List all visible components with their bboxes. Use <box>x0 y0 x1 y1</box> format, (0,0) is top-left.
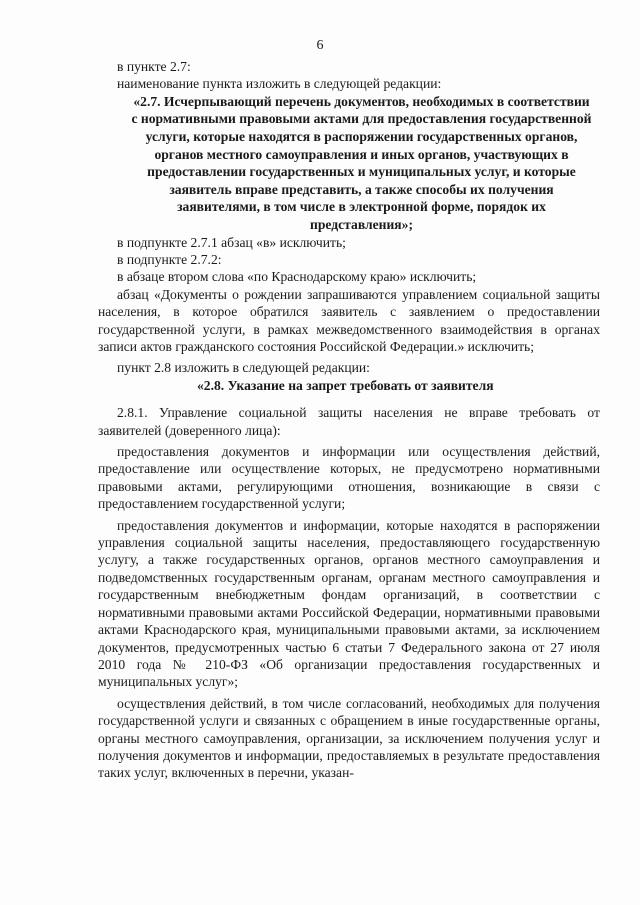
paragraph-281-b: предоставления документов и информации, которые находятся в распоряжении управления социальной защиты населения, предоставляющего государственную услугу, а также государственных органов, органов местного самоуправления и подведомственных государственным органам, органам местного самоуправления и государственным внебюджетным фондам организаций, в соответствии с нормативными правовыми актами Российской Федерации, нормативными правовыми актами Краснодарского края, муниципальными правовыми актами, за исключением документов, предусмотренных частью 6 статьи 7 Федерального закона от 27 июля 2010 года № 210-ФЗ «Об организации предоставления государственных и муниципальных услуг»; <box>98 517 600 690</box>
page-number: 6 <box>316 38 324 53</box>
paragraph-281: 2.8.1. Управление социальной защиты населения не вправе требовать от заявителей (доверенного лица): <box>98 405 600 438</box>
heading-section-28: «2.8. Указание на запрет требовать от заявителя <box>197 377 494 393</box>
paragraph-section-27-intro: в пункте 2.7: <box>117 59 191 74</box>
heading-section-27: «2.7. Исчерпывающий перечень документов, необходимых в соответствии с нормативными правовыми актами для предоставления государственной услуги, которые находятся в распоряжении государственных органов, органов местного самоуправления и иных органов, участвующих в предоставлении государственных и муниципальных услуг, и которые заявитель вправе представить, а также способы их получения заявителями, в том числе в электронной форме, порядок их представления»; <box>131 93 592 232</box>
paragraph-subpoint-272: в подпункте 2.7.2: <box>117 251 222 267</box>
paragraph-section-28-intro: пункт 2.8 изложить в следующей редакции: <box>117 360 370 376</box>
paragraph-section-27-title-note: наименование пункта изложить в следующей редакции: <box>117 76 442 92</box>
paragraph-281-a: предоставления документов и информации или осуществления действий, предоставление или осуществление которых, не предусмотрено нормативными правовыми актами, регулирующими отношения, возникающие в связи с предоставлением государственной услуги; <box>98 444 600 512</box>
paragraph-281-c: осуществления действий, в том числе согласований, необходимых для получения государственной услуги и связанных с обращением в иные государственные органы, органы местного самоуправления, организации, за исключением получения услуг и получения документов и информации, предоставляемых в результате предоставления таких услуг, включенных в перечни, указан- <box>98 695 600 781</box>
paragraph-subpoint-271: в подпункте 2.7.1 абзац «в» исключить; <box>117 234 346 250</box>
paragraph-abzac-documents: абзац «Документы о рождении запрашиваются управлением социальной защиты населения, в которое обратился заявитель с заявлением о предоставлении государственной услуги, в рамках межведомственного взаимодействия в органах записи актов гражданского состояния Российской Федерации.» исключить; <box>98 286 600 354</box>
document-body <box>98 58 600 782</box>
paragraph-abzac-second: в абзаце втором слова «по Краснодарскому краю» исключить; <box>117 269 477 285</box>
